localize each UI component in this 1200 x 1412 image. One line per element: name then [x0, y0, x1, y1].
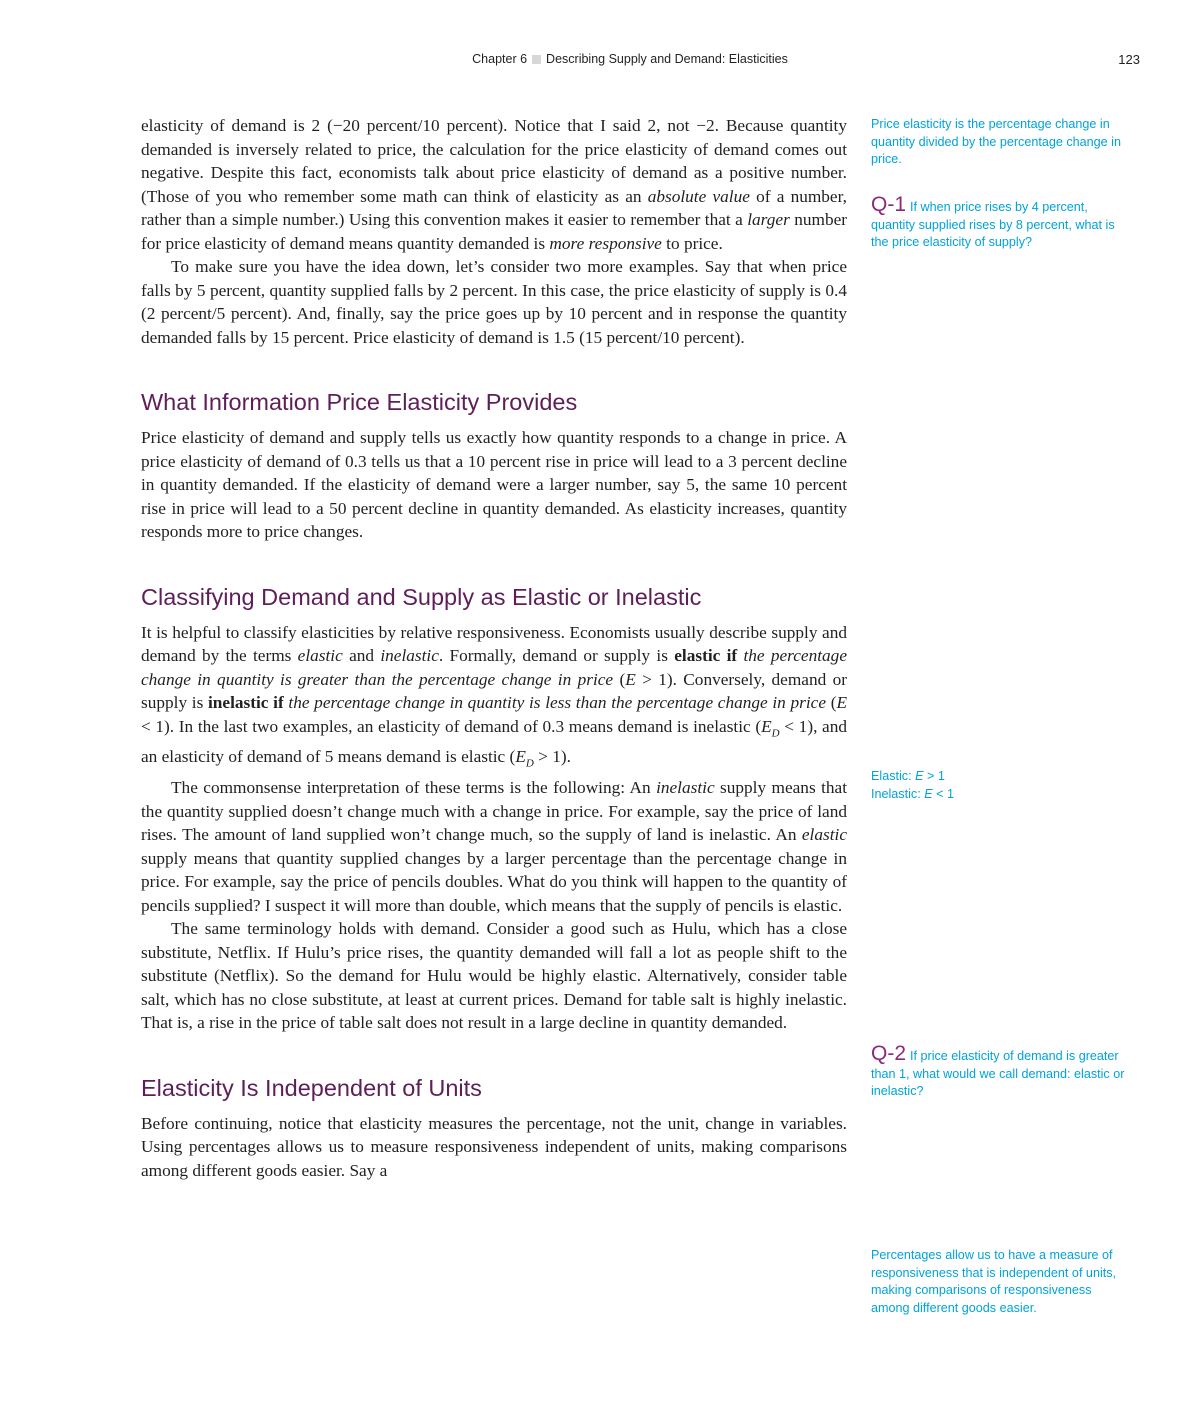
paragraph-5: The commonsense interpretation of these terms is the following: An inelastic supply means that the quantity supplied doesn’t change much with a change in price. For example, say the price of land rises. The amount of land supplied won’t change much, so the supply of land is inelastic. An elastic supply means that quantity supplied changes by a larger percentage than the percentage change in price. For example, say the price of pencils doubles. What do you think will happen to the quantity of pencils supplied? I suspect it will more than double, which means that the supply of pencils is elastic.	[141, 778, 847, 915]
question-text: If price elasticity of demand is greater than 1, what would we call demand: elastic or inelastic?	[871, 1049, 1125, 1098]
question-tag: Q-1	[871, 193, 907, 216]
margin-note-percentages: Percentages allow us to have a measure of responsiveness that is independent of units, making comparisons of responsiveness among different goods easier.	[871, 1248, 1117, 1315]
paragraph-4: It is helpful to classify elasticities by relative responsiveness. Economists usually describe supply and demand by the terms elastic and inelastic. Formally, demand or supply is elastic if the percentage change in quantity is greater than the percentage change in price (E > 1). Conversely, demand or supply is inelastic if the percentage change in quantity is less than the percentage change in price (E < 1). In the last two examples, an elasticity of demand of 0.3 means demand is inelastic $(E_D < 1)$, and an elasticity of demand of 5 means demand is elastic $(E_D > 1)$.	[141, 622, 848, 770]
paragraph-6: The same terminology holds with demand. Consider a good such as Hulu, which has a close substitute, Netflix. If Hulu’s price rises, the quantity demanded will fall a lot as people shift to the substitute (Netflix). So the demand for Hulu would be highly elastic. Alternatively, consider table salt, which has no close substitute, at least at current prices. Demand for table salt is highly inelastic. That is, a rise in the price of table salt does not result in a large decline in quantity demanded.	[141, 919, 847, 1033]
margin-question-1	[871, 193, 1133, 252]
chapter-title: Describing Supply and Demand: Elasticities	[546, 52, 788, 66]
margin-note-price-elasticity: Price elasticity is the percentage change in quantity divided by the percentage change in price.	[871, 117, 1121, 166]
paragraph-7: Before continuing, notice that elasticity measures the percentage, not the unit, change in variables. Using percentages allows us to measure responsiveness independent of units, making comparisons among different goods easier. Say a	[141, 1113, 847, 1180]
separator-square-icon	[532, 55, 541, 64]
page-number: 123	[1118, 52, 1140, 67]
section-heading-units: Elasticity Is Independent of Units	[141, 1074, 482, 1101]
section-heading-information: What Information Price Elasticity Provides	[141, 389, 578, 415]
margin-question-2	[871, 1042, 1133, 1101]
running-head	[440, 52, 820, 66]
question-text: If when price rises by 4 percent, quantity supplied rises by 8 percent, what is the price elasticity of supply?	[871, 200, 1115, 249]
chapter-label: Chapter 6	[472, 52, 528, 66]
question-tag: Q-2	[871, 1042, 907, 1065]
paragraph-2: To make sure you have the idea down, let’s consider two more examples. Say that when price falls by 5 percent, quantity supplied falls by 2 percent. In this case, the price elasticity of supply is 0.4 (2 percent/5 percent). And, finally, say the price goes up by 10 percent and in response the quantity demanded falls by 15 percent. Price elasticity of demand is 1.5 (15 percent/10 percent).	[141, 257, 847, 347]
main-column	[141, 114, 847, 1182]
paragraph-1: elasticity of demand is 2 (−20 percent/10 percent). Notice that I said 2, not −2. Because quantity demanded is inversely related to price, the calculation for the price elasticity of demand comes out negative. Despite this fact, economists talk about price elasticity of demand as a positive number. (Those of you who remember some math can think of elasticity as an absolute value of a number, rather than a simple number.) Using this convention makes it easier to remember that a larger number for price elasticity of demand means quantity demanded is more responsive to price.	[141, 116, 848, 253]
margin-note-elastic-inelastic: Elastic: E > 1 Inelastic: E < 1	[871, 769, 954, 801]
section-heading-classifying: Classifying Demand and Supply as Elastic or Inelastic	[141, 583, 702, 610]
paragraph-3: Price elasticity of demand and supply tells us exactly how quantity responds to a change in price. A price elasticity of demand of 0.3 tells us that a 10 percent rise in price will lead to a 3 percent decline in quantity demanded. If the elasticity of demand were a larger number, say 5, the same 10 percent rise in price will lead to a 50 percent decline in quantity demanded. As elasticity increases, quantity responds more to price changes.	[141, 428, 847, 541]
